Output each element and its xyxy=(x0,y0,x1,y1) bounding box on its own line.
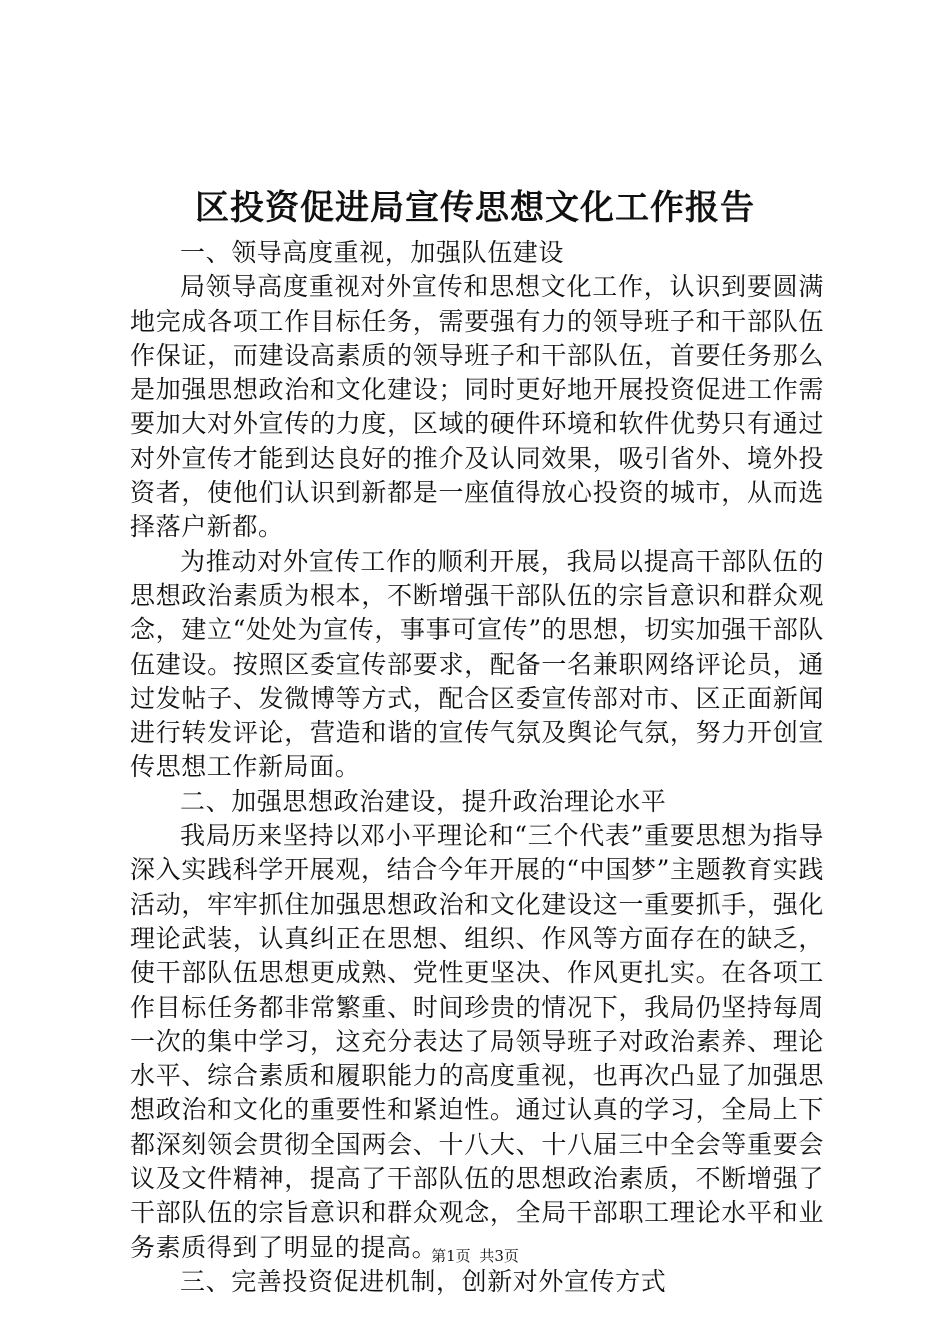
section-heading-1: 一、领导高度重视，加强队伍建设 xyxy=(180,238,565,267)
page-footer xyxy=(0,1246,950,1266)
section-heading-2: 二、加强思想政治建设，提升政治理论水平 xyxy=(180,786,667,816)
page-total: 共3页 xyxy=(479,1247,519,1265)
document-body xyxy=(130,236,824,1299)
document-title: 区投资促进局宣传思想文化工作报告 xyxy=(195,188,755,228)
paragraph: 局领导高度重视对外宣传和思想文化工作，认识到要圆满地完成各项工作目标任务，需要强有力的领导班子和干部队伍作保证，而建设高素质的领导班子和干部队伍，首要任务那么是加强思想政治和文化建设；同时更好地开展投资促进工作需要加大对外宣传的力度，区域的硬件环境和软件优势只有通过对外宣传才能到达良好的推介及认同效果，吸引省外、境外投资者，使他们认识到新都是一座值得放心投资的城市，从而选择落户新都。 xyxy=(130,272,824,542)
paragraph: 为推动对外宣传工作的顺利开展，我局以提高干部队伍的思想政治素质为根本，不断增强干部队伍的宗旨意识和群众观念，建立“处处为宣传，事事可宣传”的思想，切实加强干部队伍建设。按照区委宣传部要求，配备一名兼职网络评论员，通过发帖子、发微博等方式，配合区委宣传部对市、区正面新闻进行转发评论，营造和谐的宣传气氛及舆论气氛，努力开创宣传思想工作新局面。 xyxy=(130,546,824,782)
section-heading-3: 三、完善投资促进机制，创新对外宣传方式 xyxy=(180,1266,667,1296)
page-number: 第1页 xyxy=(431,1247,471,1265)
paragraph: 我局历来坚持以邓小平理论和“三个代表”重要思想为指导深入实践科学开展观，结合今年开展的“中国梦”主题教育实践活动，牢牢抓住加强思想政治和文化建设这一重要抓手，强化理论武装，认真纠正在思想、组织、作风等方面存在的缺乏，使干部队伍思想更成熟、党性更坚决、作风更扎实。在各项工作目标任务都非常繁重、时间珍贵的情况下，我局仍坚持每周一次的集中学习，这充分表达了局领导班子对政治素养、理论水平、综合素质和履职能力的高度重视，也再次凸显了加强思想政治和文化的重要性和紧迫性。通过认真的学习，全局上下都深刻领会贯彻全国两会、十八大、十八届三中全会等重要会议及文件精神，提高了干部队伍的思想政治素质，不断增强了干部队伍的宗旨意识和群众观念，全局干部职工理论水平和业务素质得到了明显的提高。 xyxy=(130,821,824,1262)
